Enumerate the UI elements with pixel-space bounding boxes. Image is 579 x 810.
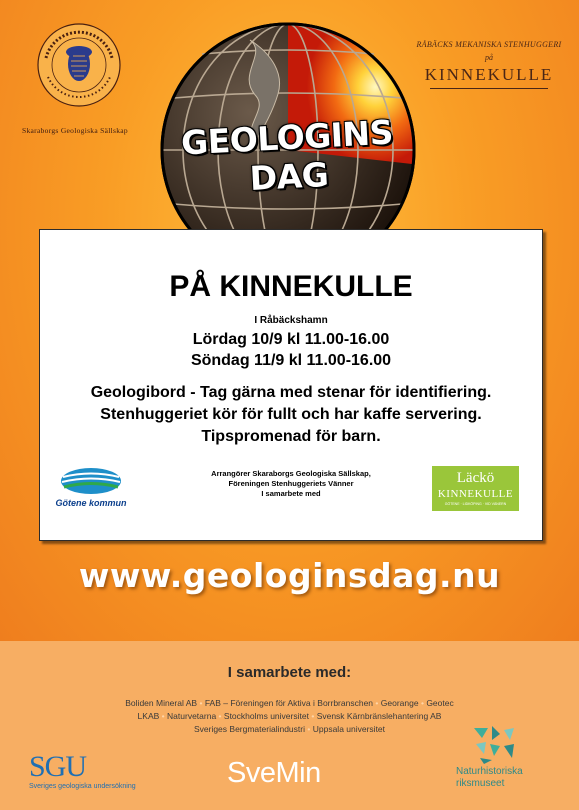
rms-name: KINNEKULLE bbox=[424, 65, 554, 84]
partner: FAB – Föreningen för Aktiva i Borrbranschen bbox=[204, 698, 374, 708]
info-box bbox=[39, 229, 543, 541]
separator-dot: • bbox=[420, 698, 424, 708]
partners-line bbox=[60, 710, 519, 722]
saturday-hours: Lördag 10/9 kl 11.00-16.00 bbox=[192, 331, 390, 348]
lacko-line-3: GÖTENE · LIDKÖPING · VID VÄNERN bbox=[444, 502, 507, 506]
organizers-line: Arrangörer Skaraborgs Geologiska Sällskap, bbox=[211, 469, 371, 478]
svemin-logo: SveMin bbox=[227, 757, 321, 789]
partner: Stockholms universitet bbox=[223, 711, 309, 721]
separator-dot: • bbox=[311, 711, 315, 721]
box-title: PÅ KINNEKULLE bbox=[169, 270, 413, 303]
info-line: Geologibord - Tag gärna med stenar för identifiering. bbox=[90, 384, 492, 401]
naturhistoriska-riksmuseet-icon bbox=[470, 724, 518, 764]
info-line: Tipspromenad för barn. bbox=[201, 428, 381, 445]
info-line: Stenhuggeriet kör för fullt och har kaffe servering. bbox=[100, 406, 482, 423]
trilobite-seal-logo bbox=[36, 22, 122, 108]
partner: Sveriges Bergmaterialindustri bbox=[193, 724, 305, 734]
website-url[interactable]: www.geologinsdag.nu bbox=[78, 556, 501, 595]
lacko-line-1: Läckö bbox=[456, 470, 495, 486]
partners-line bbox=[60, 697, 519, 709]
partner: LKAB bbox=[137, 711, 160, 721]
cooperation-title: I samarbete med: bbox=[227, 664, 352, 681]
partners-line bbox=[60, 723, 519, 735]
separator-dot: • bbox=[218, 711, 222, 721]
separator-dot: • bbox=[199, 698, 203, 708]
partner: Geotec bbox=[426, 698, 454, 708]
lacko-line-2: KINNEKULLE bbox=[437, 488, 514, 500]
partner: Boliden Mineral AB bbox=[125, 698, 198, 708]
partner: Uppsala universitet bbox=[312, 724, 386, 734]
gotene-name: Götene kommun bbox=[55, 498, 127, 508]
event-location: I Råbäckshamn bbox=[254, 315, 328, 326]
partner: Svensk Kärnbränslehantering AB bbox=[316, 711, 442, 721]
organizers-line: I samarbete med bbox=[261, 489, 321, 498]
gotene-wave-logo bbox=[60, 466, 122, 496]
lacko-kinnekulle-logo bbox=[432, 466, 519, 511]
separator-dot: • bbox=[307, 724, 311, 734]
rms-title: RÅBÄCKS MEKANISKA STENHUGGERI bbox=[416, 40, 562, 49]
nrm-name-line-2: riksmuseet bbox=[456, 778, 505, 789]
sgs-caption: Skaraborgs Geologiska Sällskap bbox=[22, 126, 128, 135]
separator-dot: • bbox=[161, 711, 165, 721]
organizers-line: Föreningen Stenhuggeriets Vänner bbox=[228, 479, 354, 488]
sunday-hours: Söndag 11/9 kl 11.00-16.00 bbox=[190, 352, 392, 369]
event-title: GEOLOGINS DAG bbox=[180, 112, 394, 199]
partner: Georange bbox=[380, 698, 419, 708]
sgu-logo: SGU bbox=[29, 750, 87, 783]
rms-rule bbox=[430, 88, 548, 89]
separator-dot: • bbox=[375, 698, 379, 708]
rms-pa: på bbox=[485, 53, 493, 62]
partner: Naturvetarna bbox=[167, 711, 217, 721]
sgu-subtitle: Sveriges geologiska undersökning bbox=[29, 783, 136, 790]
nrm-name-line-1: Naturhistoriska bbox=[456, 766, 523, 777]
